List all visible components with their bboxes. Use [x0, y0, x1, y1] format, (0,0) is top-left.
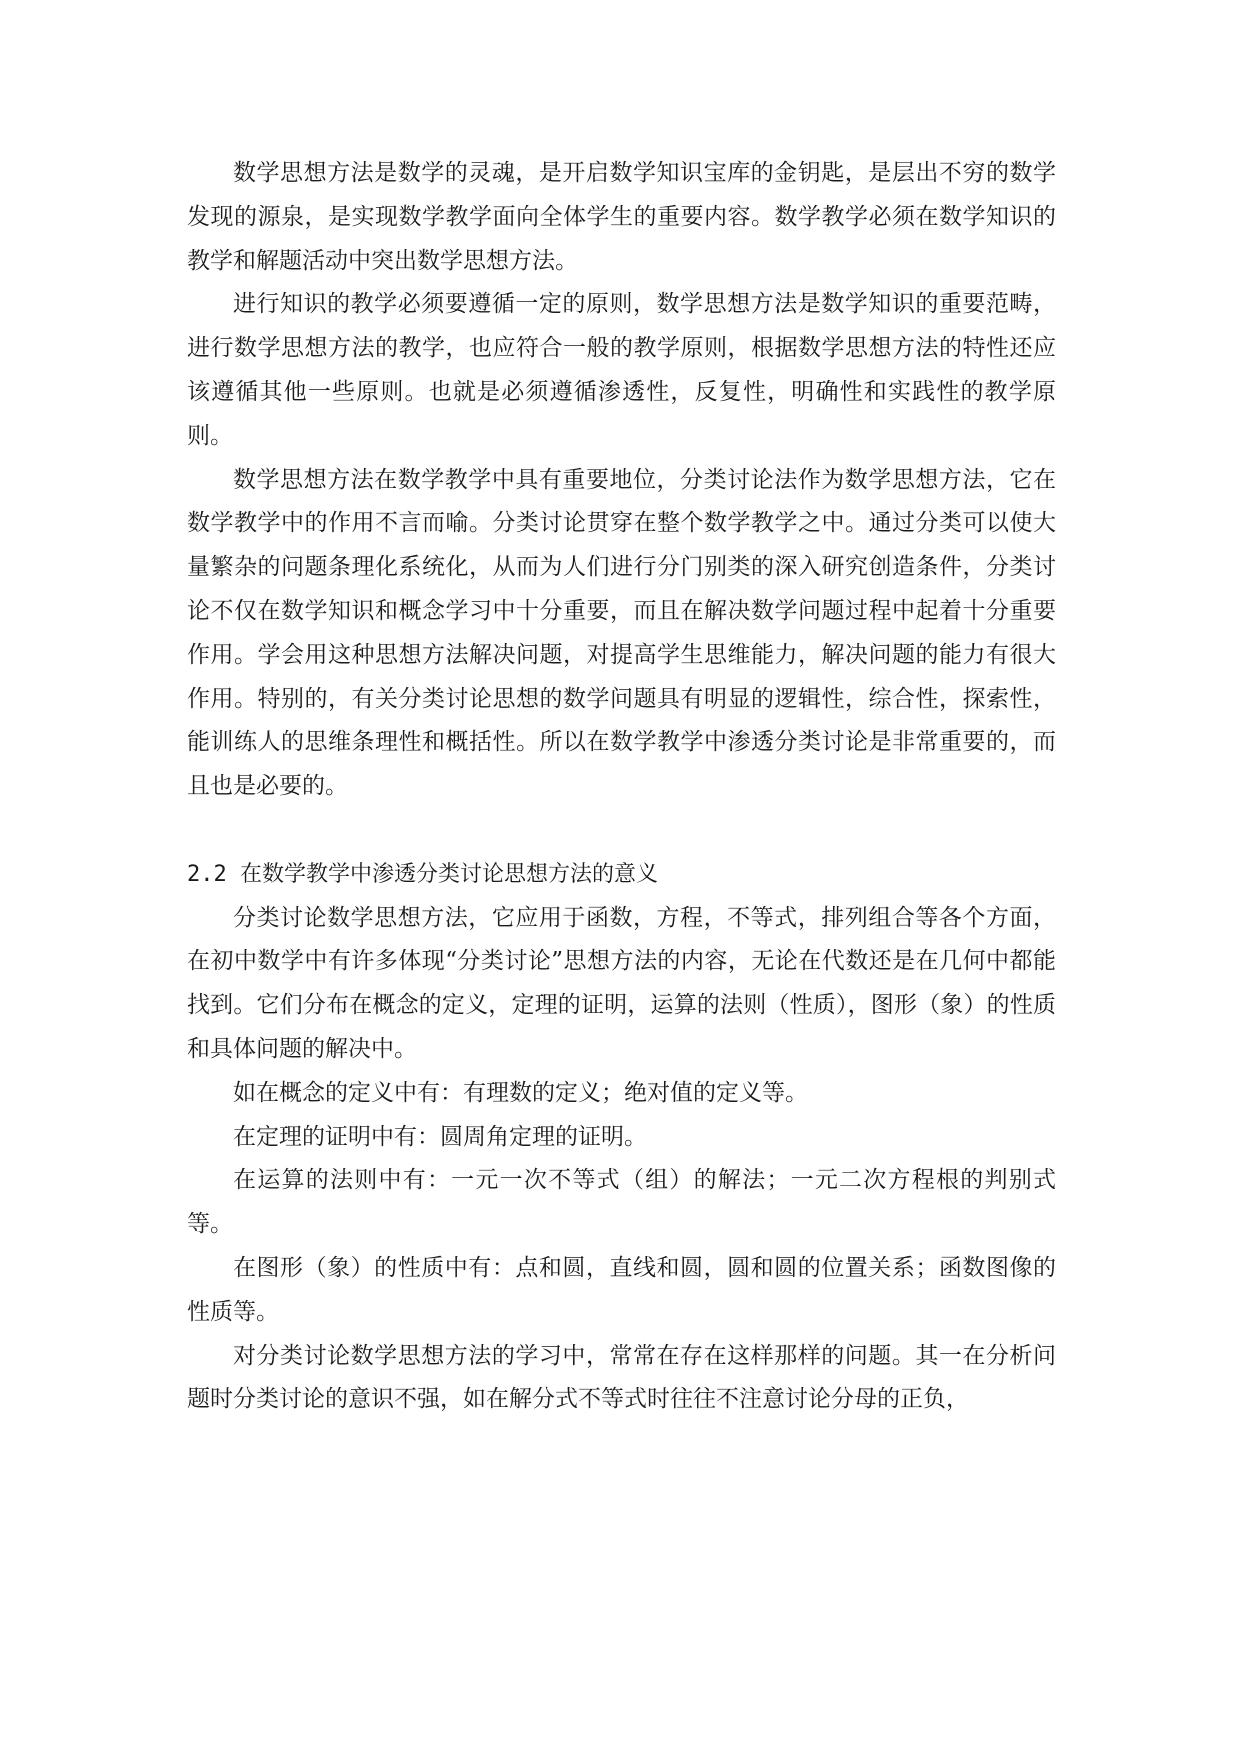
- section-heading: 2.2 在数学教学中渗透分类讨论思想方法的意义: [187, 861, 658, 887]
- paragraph: 数学思想方法在数学教学中具有重要地位，分类讨论法作为数学思想方法，它在数学教学中的作用不言而喻。分类讨论贯穿在整个数学教学之中。通过分类可以使大量繁杂的问题条理化系统化，从而为人们进行分门别类的深入研究创造条件，分类讨论不仅在数学知识和概念学习中十分重要，而且在解决数学问题过程中起着十分重要作用。学会用这种思想方法解决问题，对提高学生思维能力，解决问题的能力有很大作用。特别的，有关分类讨论思想的数学问题具有明显的逻辑性，综合性，探索性，能训练人的思维条理性和概括性。所以在数学教学中渗透分类讨论是非常重要的，而且也是必要的。: [187, 466, 1056, 800]
- paragraph: 在图形（象）的性质中有：点和圆，直线和圆，圆和圆的位置关系；函数图像的性质等。: [187, 1254, 1056, 1325]
- document-body: [187, 152, 1056, 1422]
- paragraph: 对分类讨论数学思想方法的学习中，常常在存在这样那样的问题。其一在分析问题时分类讨论的意识不强，如在解分式不等式时往往不注意讨论分母的正负，: [187, 1342, 1056, 1413]
- paragraph: 数学思想方法是数学的灵魂，是开启数学知识宝库的金钥匙，是层出不穷的数学发现的源泉，是实现数学教学面向全体学生的重要内容。数学教学必须在数学知识的教学和解题活动中突出数学思想方法。: [187, 160, 1056, 274]
- paragraph: 分类讨论数学思想方法，它应用于函数，方程，不等式，排列组合等各个方面，在初中数学中有许多体现“分类讨论”思想方法的内容，无论在代数还是在几何中都能找到。它们分布在概念的定义，定理的证明，运算的法则（性质），图形（象）的性质和具体问题的解决中。: [187, 904, 1056, 1062]
- paragraph: 在定理的证明中有：圆周角定理的证明。: [233, 1123, 647, 1150]
- paragraph: 进行知识的教学必须要遵循一定的原则，数学思想方法是数学知识的重要范畴，进行数学思想方法的教学，也应符合一般的教学原则，根据数学思想方法的特性还应该遵循其他一些原则。也就是必须遵循渗透性，反复性，明确性和实践性的教学原则。: [187, 291, 1056, 449]
- paragraph: 在运算的法则中有：一元一次不等式（组）的解法；一元二次方程根的判别式等。: [187, 1167, 1056, 1238]
- paragraph: 如在概念的定义中有：有理数的定义；绝对值的定义等。: [233, 1079, 808, 1106]
